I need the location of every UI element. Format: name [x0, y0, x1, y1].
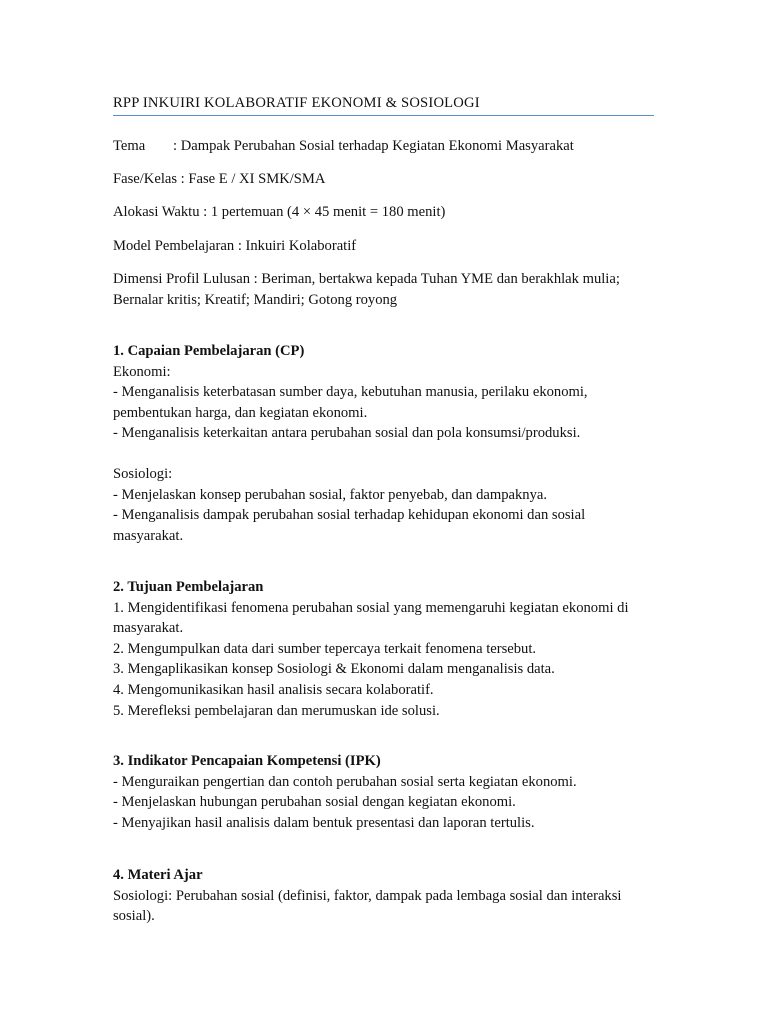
- cp-sosiologi-section: [113, 464, 655, 546]
- cp-ekonomi-item: - Menganalisis keterbatasan sumber daya, kebutuhan manusia, perilaku ekonomi, pembentukan harga, dan kegiatan ekonomi.: [113, 384, 588, 421]
- cp-heading: 1. Capaian Pembelajaran (CP): [113, 343, 305, 359]
- ipk-item: - Menjelaskan hubungan perubahan sosial dengan kegiatan ekonomi.: [113, 794, 516, 811]
- model-line: Model Pembelajaran : Inkuiri Kolaboratif: [113, 238, 357, 254]
- dimensi-line: Dimensi Profil Lulusan : Beriman, bertakwa kepada Tuhan YME dan berakhlak mulia; Bernalar kritis; Kreatif; Mandiri; Gotong royong: [113, 271, 620, 308]
- tujuan-section: [113, 577, 655, 721]
- tujuan-item: 4. Mengomunikasikan hasil analisis secara kolaboratif.: [113, 681, 434, 698]
- cp-ekonomi-item: - Menganalisis keterkaitan antara perubahan sosial dan pola konsumsi/produksi.: [113, 425, 581, 442]
- tujuan-item: 3. Mengaplikasikan konsep Sosiologi & Ekonomi dalam menganalisis data.: [113, 661, 555, 678]
- cp-sosiologi-label: Sosiologi:: [113, 466, 173, 482]
- tujuan-item: 2. Mengumpulkan data dari sumber tepercaya terkait fenomena tersebut.: [113, 640, 537, 657]
- tema-line: [113, 136, 655, 157]
- tema-label: Tema: [113, 138, 146, 154]
- materi-sosiologi: Sosiologi: Perubahan sosial (definisi, faktor, dampak pada lembaga sosial dan interaksi sosial).: [113, 887, 622, 925]
- ipk-section: [113, 751, 655, 833]
- materi-heading: 4. Materi Ajar: [113, 867, 203, 883]
- cp-sosiologi-item: - Menjelaskan konsep perubahan sosial, faktor penyebab, dan dampaknya.: [113, 486, 548, 503]
- cp-ekonomi-label: Ekonomi:: [113, 363, 171, 380]
- tujuan-item: 5. Merefleksi pembelajaran dan merumuskan ide solusi.: [113, 702, 440, 719]
- ipk-item: - Menyajikan hasil analisis dalam bentuk presentasi dan laporan tertulis.: [113, 814, 535, 831]
- cp-section: [113, 341, 655, 444]
- document-title: RPP INKUIRI KOLABORATIF EKONOMI & SOSIOLOGI: [113, 94, 654, 116]
- ipk-item: - Menguraikan pengertian dan contoh perubahan sosial serta kegiatan ekonomi.: [113, 773, 577, 790]
- ipk-heading: 3. Indikator Pencapaian Kompetensi (IPK): [113, 753, 381, 769]
- alokasi-line: Alokasi Waktu : 1 pertemuan (4 × 45 menit = 180 menit): [113, 204, 446, 220]
- tujuan-heading: 2. Tujuan Pembelajaran: [113, 579, 264, 595]
- materi-section: [113, 865, 655, 927]
- cp-sosiologi-item: - Menganalisis dampak perubahan sosial terhadap kehidupan ekonomi dan sosial masyarakat.: [113, 507, 586, 544]
- tujuan-item: 1. Mengidentifikasi fenomena perubahan sosial yang memengaruhi kegiatan ekonomi di masyarakat.: [113, 599, 629, 637]
- fase-line: Fase/Kelas : Fase E / XI SMK/SMA: [113, 171, 326, 187]
- tema-value: : Dampak Perubahan Sosial terhadap Kegiatan Ekonomi Masyarakat: [173, 138, 574, 154]
